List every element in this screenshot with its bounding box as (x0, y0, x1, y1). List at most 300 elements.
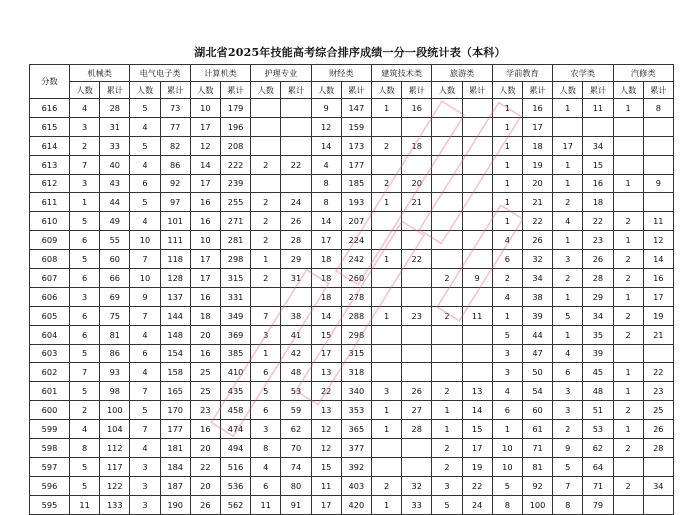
count-cell: 6 (70, 231, 100, 250)
count-cell: 6 (492, 401, 522, 420)
count-cell: 10 (190, 231, 220, 250)
count-cell: 11 (251, 495, 281, 514)
cumulative-cell (462, 193, 492, 212)
count-cell: 2 (492, 269, 522, 288)
count-cell: 5 (70, 457, 100, 476)
count-cell: 1 (613, 420, 643, 439)
cumulative-cell: 331 (220, 287, 250, 306)
count-cell (251, 174, 281, 193)
table-row (30, 382, 674, 401)
count-cell (432, 325, 462, 344)
count-cell: 3 (371, 382, 401, 401)
cumulative-cell: 104 (100, 420, 130, 439)
cumulative-cell (402, 344, 432, 363)
count-cell: 2 (371, 476, 401, 495)
cumulative-cell: 562 (220, 495, 250, 514)
cumulative-cell: 474 (220, 420, 250, 439)
cumulative-cell: 536 (220, 476, 250, 495)
count-cell: 1 (371, 99, 401, 118)
count-cell (613, 136, 643, 155)
cumulative-header: 累计 (462, 82, 492, 99)
cumulative-cell: 49 (100, 212, 130, 231)
cumulative-cell: 239 (220, 174, 250, 193)
cumulative-cell: 14 (462, 401, 492, 420)
cumulative-cell: 403 (341, 476, 371, 495)
cumulative-cell (402, 231, 432, 250)
cumulative-cell: 53 (583, 420, 613, 439)
count-cell (432, 250, 462, 269)
score-cell: 598 (30, 439, 70, 458)
cumulative-cell: 27 (402, 401, 432, 420)
table-row (30, 174, 674, 193)
category-header: 财经类 (311, 65, 371, 82)
count-cell: 17 (311, 495, 341, 514)
cumulative-cell (402, 155, 432, 174)
count-cell: 2 (70, 136, 100, 155)
count-cell: 1 (70, 193, 100, 212)
cumulative-cell: 365 (341, 420, 371, 439)
cumulative-cell: 34 (643, 476, 673, 495)
count-cell: 6 (492, 250, 522, 269)
cumulative-cell: 28 (100, 99, 130, 118)
cumulative-cell: 22 (643, 363, 673, 382)
count-cell: 8 (311, 193, 341, 212)
count-header: 人数 (371, 82, 401, 99)
cumulative-cell: 17 (462, 439, 492, 458)
cumulative-cell: 42 (281, 344, 311, 363)
cumulative-cell: 34 (583, 306, 613, 325)
count-cell: 16 (190, 420, 220, 439)
count-cell: 2 (251, 193, 281, 212)
score-cell: 606 (30, 287, 70, 306)
cumulative-cell: 44 (100, 193, 130, 212)
count-cell: 1 (613, 231, 643, 250)
cumulative-cell: 16 (402, 99, 432, 118)
cumulative-cell: 26 (643, 420, 673, 439)
cumulative-cell (281, 287, 311, 306)
count-cell (432, 287, 462, 306)
count-cell: 3 (251, 325, 281, 344)
count-cell: 8 (311, 174, 341, 193)
cumulative-cell: 70 (281, 439, 311, 458)
cumulative-cell: 159 (341, 117, 371, 136)
cumulative-cell: 318 (341, 363, 371, 382)
count-cell: 10 (492, 439, 522, 458)
count-cell (371, 457, 401, 476)
count-cell: 5 (130, 193, 160, 212)
cumulative-cell: 298 (341, 325, 371, 344)
cumulative-cell: 55 (100, 231, 130, 250)
count-cell (371, 155, 401, 174)
count-cell: 17 (190, 250, 220, 269)
cumulative-cell: 100 (100, 401, 130, 420)
count-header: 人数 (432, 82, 462, 99)
count-cell (371, 325, 401, 344)
cumulative-cell: 196 (220, 117, 250, 136)
category-header: 旅游类 (432, 65, 492, 82)
cumulative-cell: 53 (281, 382, 311, 401)
count-cell: 3 (251, 420, 281, 439)
cumulative-cell: 133 (100, 495, 130, 514)
count-cell: 2 (432, 457, 462, 476)
count-cell (432, 363, 462, 382)
cumulative-cell: 315 (220, 269, 250, 288)
count-cell: 1 (553, 287, 583, 306)
cumulative-cell: 45 (583, 363, 613, 382)
score-cell: 616 (30, 99, 70, 118)
count-cell: 6 (553, 363, 583, 382)
cumulative-header: 累计 (522, 82, 552, 99)
count-cell: 2 (613, 212, 643, 231)
cumulative-cell: 22 (462, 476, 492, 495)
count-cell: 1 (613, 174, 643, 193)
category-header: 建筑技术类 (371, 65, 431, 82)
table-row (30, 250, 674, 269)
count-cell: 7 (130, 382, 160, 401)
count-cell: 4 (553, 344, 583, 363)
count-cell: 23 (190, 401, 220, 420)
cumulative-cell (462, 155, 492, 174)
cumulative-cell: 281 (220, 231, 250, 250)
cumulative-cell: 260 (341, 269, 371, 288)
cumulative-cell: 31 (100, 117, 130, 136)
cumulative-cell: 23 (643, 382, 673, 401)
count-cell: 13 (311, 401, 341, 420)
count-cell: 15 (311, 457, 341, 476)
count-cell: 5 (70, 382, 100, 401)
count-cell (613, 155, 643, 174)
score-cell: 607 (30, 269, 70, 288)
count-cell: 5 (70, 344, 100, 363)
cumulative-cell: 74 (281, 457, 311, 476)
count-cell: 2 (432, 306, 462, 325)
count-cell: 3 (130, 495, 160, 514)
cumulative-cell: 71 (583, 476, 613, 495)
table-row (30, 155, 674, 174)
cumulative-cell (462, 287, 492, 306)
count-cell: 14 (311, 306, 341, 325)
count-cell: 2 (432, 382, 462, 401)
cumulative-cell: 18 (583, 193, 613, 212)
cumulative-cell: 385 (220, 344, 250, 363)
count-cell: 9 (311, 99, 341, 118)
count-cell: 13 (311, 363, 341, 382)
category-header: 汽修类 (613, 65, 673, 82)
cumulative-cell: 79 (583, 495, 613, 514)
cumulative-cell: 14 (643, 250, 673, 269)
count-cell: 1 (432, 420, 462, 439)
count-cell: 6 (251, 363, 281, 382)
cumulative-cell: 118 (160, 250, 190, 269)
count-cell: 17 (553, 136, 583, 155)
cumulative-cell: 177 (341, 155, 371, 174)
count-cell: 3 (492, 344, 522, 363)
count-header: 人数 (613, 82, 643, 99)
table-row (30, 269, 674, 288)
cumulative-cell: 369 (220, 325, 250, 344)
count-cell (613, 457, 643, 476)
cumulative-cell: 184 (160, 457, 190, 476)
cumulative-cell (462, 363, 492, 382)
cumulative-cell: 410 (220, 363, 250, 382)
cumulative-cell (643, 193, 673, 212)
cumulative-cell (643, 495, 673, 514)
count-cell: 20 (190, 439, 220, 458)
count-cell: 2 (613, 269, 643, 288)
count-cell: 6 (251, 476, 281, 495)
count-cell: 12 (311, 420, 341, 439)
count-cell (371, 117, 401, 136)
count-cell: 2 (613, 250, 643, 269)
count-cell: 5 (432, 495, 462, 514)
cumulative-cell: 24 (281, 193, 311, 212)
count-cell: 6 (70, 325, 100, 344)
count-cell: 6 (70, 269, 100, 288)
cumulative-cell: 22 (522, 212, 552, 231)
cumulative-cell: 147 (341, 99, 371, 118)
count-cell: 5 (492, 476, 522, 495)
category-header: 护理专业 (251, 65, 311, 82)
count-cell: 5 (251, 382, 281, 401)
cumulative-cell: 34 (522, 269, 552, 288)
cumulative-cell: 111 (160, 231, 190, 250)
score-column-header: 分数 (30, 65, 70, 99)
table-row (30, 457, 674, 476)
cumulative-cell: 26 (583, 250, 613, 269)
cumulative-cell: 73 (160, 99, 190, 118)
cumulative-cell (643, 457, 673, 476)
count-cell: 15 (311, 325, 341, 344)
cumulative-cell (281, 99, 311, 118)
cumulative-cell: 25 (643, 401, 673, 420)
count-cell: 12 (190, 136, 220, 155)
count-cell: 1 (371, 306, 401, 325)
count-cell: 1 (371, 401, 401, 420)
cumulative-cell: 26 (522, 231, 552, 250)
table-row (30, 363, 674, 382)
cumulative-header: 累计 (341, 82, 371, 99)
cumulative-cell: 128 (160, 269, 190, 288)
count-cell (432, 231, 462, 250)
count-cell: 8 (70, 439, 100, 458)
count-cell: 12 (311, 117, 341, 136)
cumulative-cell (402, 212, 432, 231)
cumulative-cell: 38 (522, 287, 552, 306)
cumulative-cell: 137 (160, 287, 190, 306)
count-cell: 18 (311, 287, 341, 306)
score-cell: 611 (30, 193, 70, 212)
cumulative-cell: 86 (160, 155, 190, 174)
cumulative-cell: 44 (522, 325, 552, 344)
count-cell: 2 (613, 439, 643, 458)
count-cell: 20 (190, 476, 220, 495)
count-cell: 1 (251, 344, 281, 363)
cumulative-cell: 28 (583, 269, 613, 288)
count-cell: 2 (553, 269, 583, 288)
cumulative-cell: 9 (643, 174, 673, 193)
table-row (30, 287, 674, 306)
count-cell: 7 (130, 250, 160, 269)
cumulative-cell: 21 (643, 325, 673, 344)
cumulative-cell: 48 (281, 363, 311, 382)
count-cell (251, 287, 281, 306)
count-header: 人数 (553, 82, 583, 99)
count-cell (371, 439, 401, 458)
count-cell: 5 (492, 325, 522, 344)
cumulative-cell: 349 (220, 306, 250, 325)
count-header: 人数 (492, 82, 522, 99)
count-cell: 7 (251, 306, 281, 325)
cumulative-cell (462, 136, 492, 155)
count-cell: 1 (251, 250, 281, 269)
cumulative-header: 累计 (583, 82, 613, 99)
count-cell: 5 (553, 306, 583, 325)
cumulative-cell (402, 117, 432, 136)
count-cell: 4 (130, 325, 160, 344)
cumulative-header: 累计 (220, 82, 250, 99)
sub-header-row (30, 82, 674, 99)
count-cell (613, 495, 643, 514)
cumulative-cell: 288 (341, 306, 371, 325)
cumulative-cell (462, 99, 492, 118)
score-cell: 613 (30, 155, 70, 174)
count-cell: 25 (190, 382, 220, 401)
cumulative-cell: 31 (281, 269, 311, 288)
cumulative-cell (402, 287, 432, 306)
cumulative-cell: 21 (402, 193, 432, 212)
cumulative-cell: 315 (341, 344, 371, 363)
count-cell: 6 (251, 401, 281, 420)
table-row (30, 117, 674, 136)
count-cell: 14 (311, 136, 341, 155)
cumulative-cell: 26 (281, 212, 311, 231)
count-cell: 2 (251, 231, 281, 250)
count-cell: 4 (130, 439, 160, 458)
cumulative-cell (643, 136, 673, 155)
score-cell: 603 (30, 344, 70, 363)
count-cell: 6 (70, 306, 100, 325)
count-cell: 14 (311, 212, 341, 231)
count-cell (371, 231, 401, 250)
category-header: 农学类 (553, 65, 613, 82)
cumulative-cell: 29 (583, 287, 613, 306)
category-header: 学前教育 (492, 65, 552, 82)
count-cell: 2 (613, 476, 643, 495)
category-header: 电气电子类 (130, 65, 190, 82)
count-cell: 1 (492, 306, 522, 325)
cumulative-cell: 38 (281, 306, 311, 325)
count-header: 人数 (251, 82, 281, 99)
count-cell: 16 (190, 193, 220, 212)
cumulative-cell: 39 (522, 306, 552, 325)
cumulative-cell: 23 (402, 306, 432, 325)
category-header-row (30, 65, 674, 82)
cumulative-cell: 43 (100, 174, 130, 193)
cumulative-cell: 494 (220, 439, 250, 458)
cumulative-cell: 154 (160, 344, 190, 363)
count-cell: 3 (130, 457, 160, 476)
count-cell (432, 193, 462, 212)
count-cell: 14 (190, 155, 220, 174)
count-cell: 22 (311, 382, 341, 401)
cumulative-cell: 11 (583, 99, 613, 118)
cumulative-cell: 19 (522, 155, 552, 174)
count-cell: 3 (492, 363, 522, 382)
count-cell: 4 (492, 231, 522, 250)
cumulative-cell (462, 174, 492, 193)
cumulative-cell: 61 (522, 420, 552, 439)
cumulative-cell: 22 (281, 155, 311, 174)
cumulative-cell: 62 (281, 420, 311, 439)
count-cell: 4 (70, 420, 100, 439)
cumulative-cell: 224 (341, 231, 371, 250)
count-cell: 1 (553, 99, 583, 118)
count-cell: 5 (130, 99, 160, 118)
cumulative-cell: 91 (281, 495, 311, 514)
count-cell: 3 (553, 401, 583, 420)
cumulative-header: 累计 (100, 82, 130, 99)
table-row (30, 476, 674, 495)
count-header: 人数 (70, 82, 100, 99)
cumulative-cell: 20 (522, 174, 552, 193)
cumulative-cell: 117 (100, 457, 130, 476)
cumulative-header: 累计 (643, 82, 673, 99)
count-cell: 1 (613, 363, 643, 382)
count-cell: 5 (70, 212, 100, 231)
count-cell (251, 117, 281, 136)
count-cell (432, 212, 462, 231)
count-cell: 3 (432, 476, 462, 495)
count-cell: 2 (70, 401, 100, 420)
count-cell: 17 (190, 269, 220, 288)
cumulative-cell: 22 (583, 212, 613, 231)
score-cell: 604 (30, 325, 70, 344)
cumulative-cell: 298 (220, 250, 250, 269)
cumulative-cell: 71 (522, 439, 552, 458)
count-cell: 5 (70, 476, 100, 495)
cumulative-cell: 13 (462, 382, 492, 401)
cumulative-cell (402, 325, 432, 344)
cumulative-cell: 100 (522, 495, 552, 514)
cumulative-cell: 41 (281, 325, 311, 344)
cumulative-cell: 8 (643, 99, 673, 118)
cumulative-cell (462, 117, 492, 136)
cumulative-cell: 28 (281, 231, 311, 250)
cumulative-cell: 29 (281, 250, 311, 269)
cumulative-cell: 392 (341, 457, 371, 476)
cumulative-cell (643, 155, 673, 174)
count-cell: 5 (70, 250, 100, 269)
table-body (30, 99, 674, 515)
category-header: 机械类 (70, 65, 130, 82)
count-header: 人数 (130, 82, 160, 99)
count-cell: 7 (553, 476, 583, 495)
cumulative-cell: 516 (220, 457, 250, 476)
count-cell: 4 (492, 382, 522, 401)
cumulative-cell: 170 (160, 401, 190, 420)
cumulative-cell: 62 (583, 439, 613, 458)
count-cell: 4 (70, 99, 100, 118)
cumulative-cell (462, 231, 492, 250)
count-cell (613, 117, 643, 136)
cumulative-cell: 51 (583, 401, 613, 420)
cumulative-cell (583, 117, 613, 136)
score-cell: 600 (30, 401, 70, 420)
count-cell (432, 117, 462, 136)
count-cell: 7 (70, 155, 100, 174)
cumulative-cell: 24 (462, 495, 492, 514)
table-row (30, 193, 674, 212)
